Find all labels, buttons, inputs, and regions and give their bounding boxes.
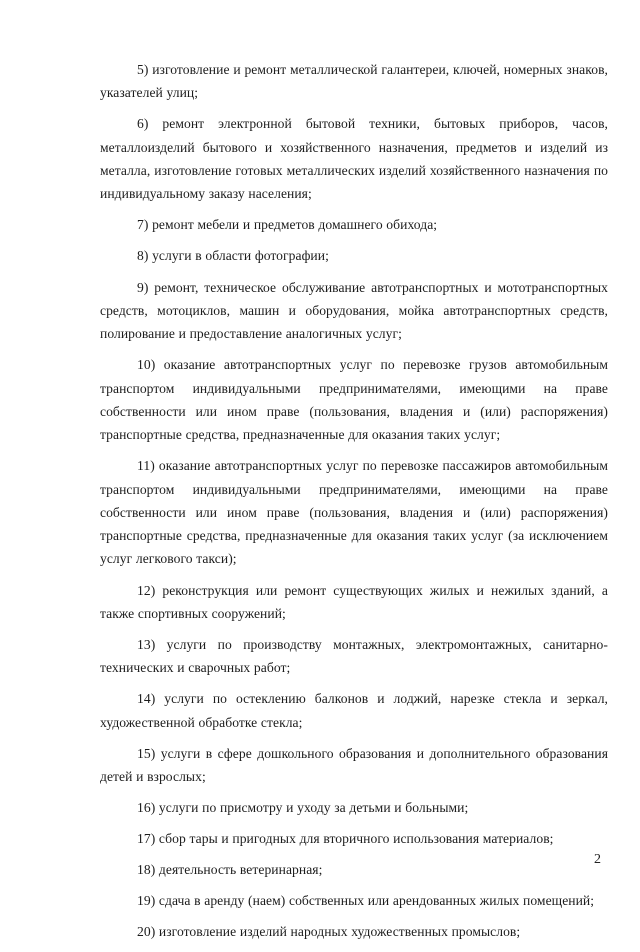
list-item-8: 8) услуги в области фотографии; [137, 248, 329, 264]
list-item-20: 20) изготовление изделий народных художественных промыслов; [137, 924, 521, 940]
list-item-7: 7) ремонт мебели и предметов домашнего обихода; [137, 217, 438, 233]
list-item-6: 6) ремонт электронной бытовой техники, бытовых приборов, часов, металлоизделий бытового и хозяйственного назначения, предметов и изделий из металла, изготовление готовых металлических изделий хозяйственного назначения по индивидуальному заказу населения; [100, 116, 608, 202]
list-item-5: 5) изготовление и ремонт металлической галантереи, ключей, номерных знаков, указателей улиц; [100, 62, 608, 101]
list-item-15: 15) услуги в сфере дошкольного образования и дополнительного образования детей и взрослых; [100, 745, 608, 784]
list-item-11: 11) оказание автотранспортных услуг по перевозке пассажиров автомобильным транспортом индивидуальными предпринимателями, имеющими на праве собственности или ином праве (пользования, владения и (или) распоряжения) транспортные средства, предназначенные для оказания таких услуг (за исключением услуг легкового такси); [100, 458, 608, 567]
list-item-19: 19) сдача в аренду (наем) собственных или арендованных жилых помещений; [137, 893, 595, 909]
list-item-16: 16) услуги по присмотру и уходу за детьми и больными; [137, 800, 469, 816]
document-body [100, 58, 608, 952]
list-item-14: 14) услуги по остеклению балконов и лоджий, нарезке стекла и зеркал, художественной обработке стекла; [100, 691, 608, 730]
list-item-18: 18) деятельность ветеринарная; [137, 862, 323, 878]
list-item-17: 17) сбор тары и пригодных для вторичного использования материалов; [137, 831, 554, 847]
page-number: 2 [594, 852, 601, 867]
list-item-12: 12) реконструкция или ремонт существующих жилых и нежилых зданий, а также спортивных сооружений; [100, 582, 608, 621]
list-item-9: 9) ремонт, техническое обслуживание автотранспортных и мототранспортных средств, мотоциклов, машин и оборудования, мойка автотранспортных средств, полирование и предоставление аналогичных услуг; [100, 279, 608, 342]
list-item-10: 10) оказание автотранспортных услуг по перевозке грузов автомобильным транспортом индивидуальными предпринимателями, имеющими на праве собственности или ином праве (пользования, владения и (или) распоряжения) транспортные средства, предназначенные для оказания таких услуг; [100, 357, 608, 443]
list-item-13: 13) услуги по производству монтажных, электромонтажных, санитарно-технических и сварочных работ; [100, 636, 608, 676]
